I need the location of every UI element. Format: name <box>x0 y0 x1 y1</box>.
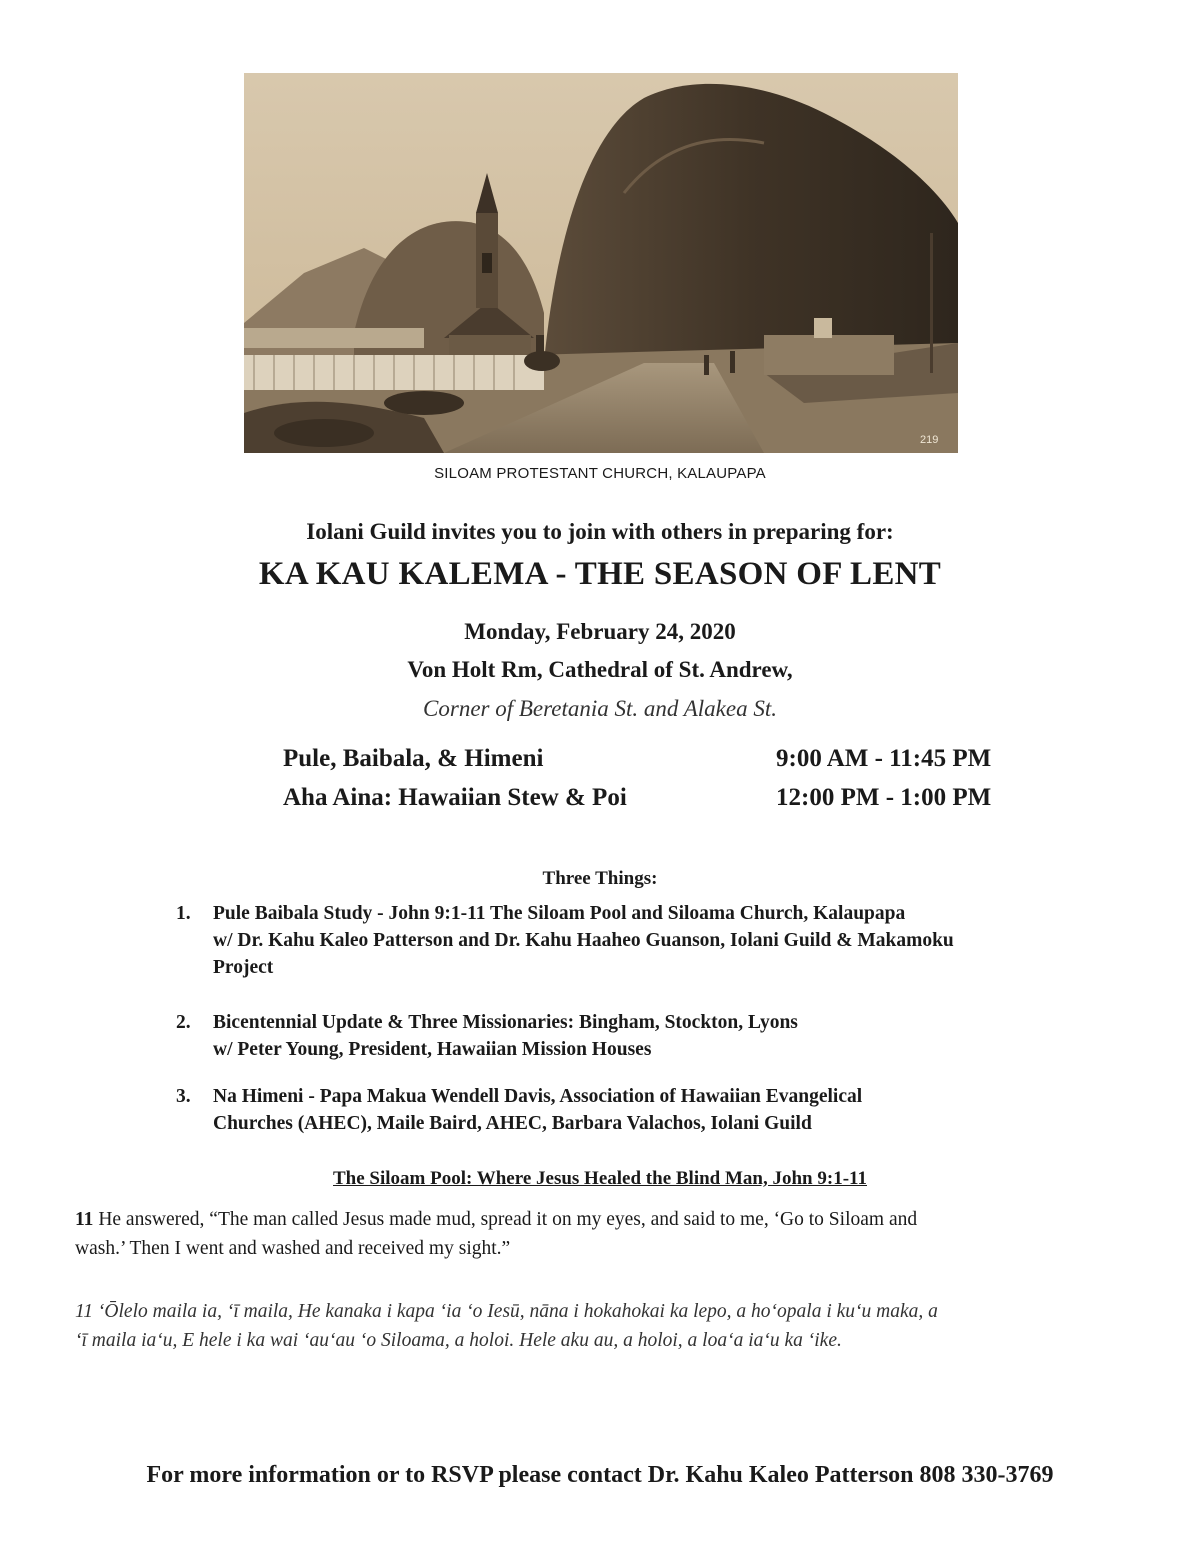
page-title: KA KAU KALEMA - THE SEASON OF LENT <box>258 556 942 592</box>
verse-text-line: He answered, “The man called Jesus made mud, spread it on my eyes, and said to me, ‘Go to Siloam and <box>93 1209 918 1230</box>
list-item-line: Pule Baibala Study - John 9:1-11 The Siloam Pool and Siloama Church, Kalaupapa <box>213 903 906 924</box>
list-item-line: Bicentennial Update & Three Missionaries: Bingham, Stockton, Lyons <box>213 1012 798 1033</box>
verse-number: 11 <box>75 1209 94 1230</box>
list-item-line: Project <box>213 957 274 978</box>
scripture-heading-text: The Siloam Pool: Where Jesus Healed the Blind Man, John 9:1-11 <box>333 1168 867 1189</box>
event-address: Corner of Beretania St. and Alakea St. <box>423 696 777 721</box>
church-photo-illustration <box>244 73 958 453</box>
photo-caption: SILOAM PROTESTANT CHURCH, KALAUPAPA <box>434 465 766 482</box>
schedule-time: 9:00 AM - 11:45 PM <box>776 745 992 772</box>
scripture-hawaiian <box>75 1297 1135 1355</box>
list-item-number: 3. <box>176 1086 191 1107</box>
event-venue: Von Holt Rm, Cathedral of St. Andrew, <box>407 657 793 682</box>
list-item-line: w/ Dr. Kahu Kaleo Patterson and Dr. Kahu Haaheo Guanson, Iolani Guild & Makamoku <box>213 930 954 951</box>
event-date: Monday, February 24, 2020 <box>464 619 736 644</box>
invite-text: Iolani Guild invites you to join with others in preparing for: <box>306 519 894 544</box>
verse-text-line: ‘ī maila ia‘u, E hele i ka wai ‘au‘au ‘o Siloama, a holoi. Hele aku au, a holoi, a loa‘a ia‘u ka ‘ike. <box>75 1330 842 1351</box>
list-item-line: Na Himeni - Papa Makua Wendell Davis, Association of Hawaiian Evangelical <box>213 1086 863 1107</box>
church-photo <box>244 73 958 453</box>
verse-text-line: 11 ‘Ōlelo maila ia, ‘ī maila, He kanaka i kapa ‘ia ‘o Iesū, nāna i hokahokai ka lepo, a ho‘opala i ku‘u maka, a <box>75 1301 938 1322</box>
list-item-line: Churches (AHEC), Maile Baird, AHEC, Barbara Valachos, Iolani Guild <box>213 1113 812 1134</box>
list-item-number: 1. <box>176 903 191 924</box>
scripture-english <box>75 1205 1135 1263</box>
rsvp-contact: For more information or to RSVP please contact Dr. Kahu Kaleo Patterson 808 330-3769 <box>146 1462 1054 1488</box>
schedule-activity: Aha Aina: Hawaiian Stew & Poi <box>283 784 627 811</box>
scripture-heading <box>0 1168 1200 1190</box>
schedule-activity: Pule, Baibala, & Himeni <box>283 745 544 772</box>
photo-plate-number: 219 <box>920 434 939 446</box>
three-things-heading: Three Things: <box>542 868 658 889</box>
list-item-number: 2. <box>176 1012 191 1033</box>
schedule-time: 12:00 PM - 1:00 PM <box>776 784 992 811</box>
verse-text-line: wash.’ Then I went and washed and received my sight.” <box>75 1238 511 1259</box>
list-item-line: w/ Peter Young, President, Hawaiian Mission Houses <box>213 1039 652 1060</box>
